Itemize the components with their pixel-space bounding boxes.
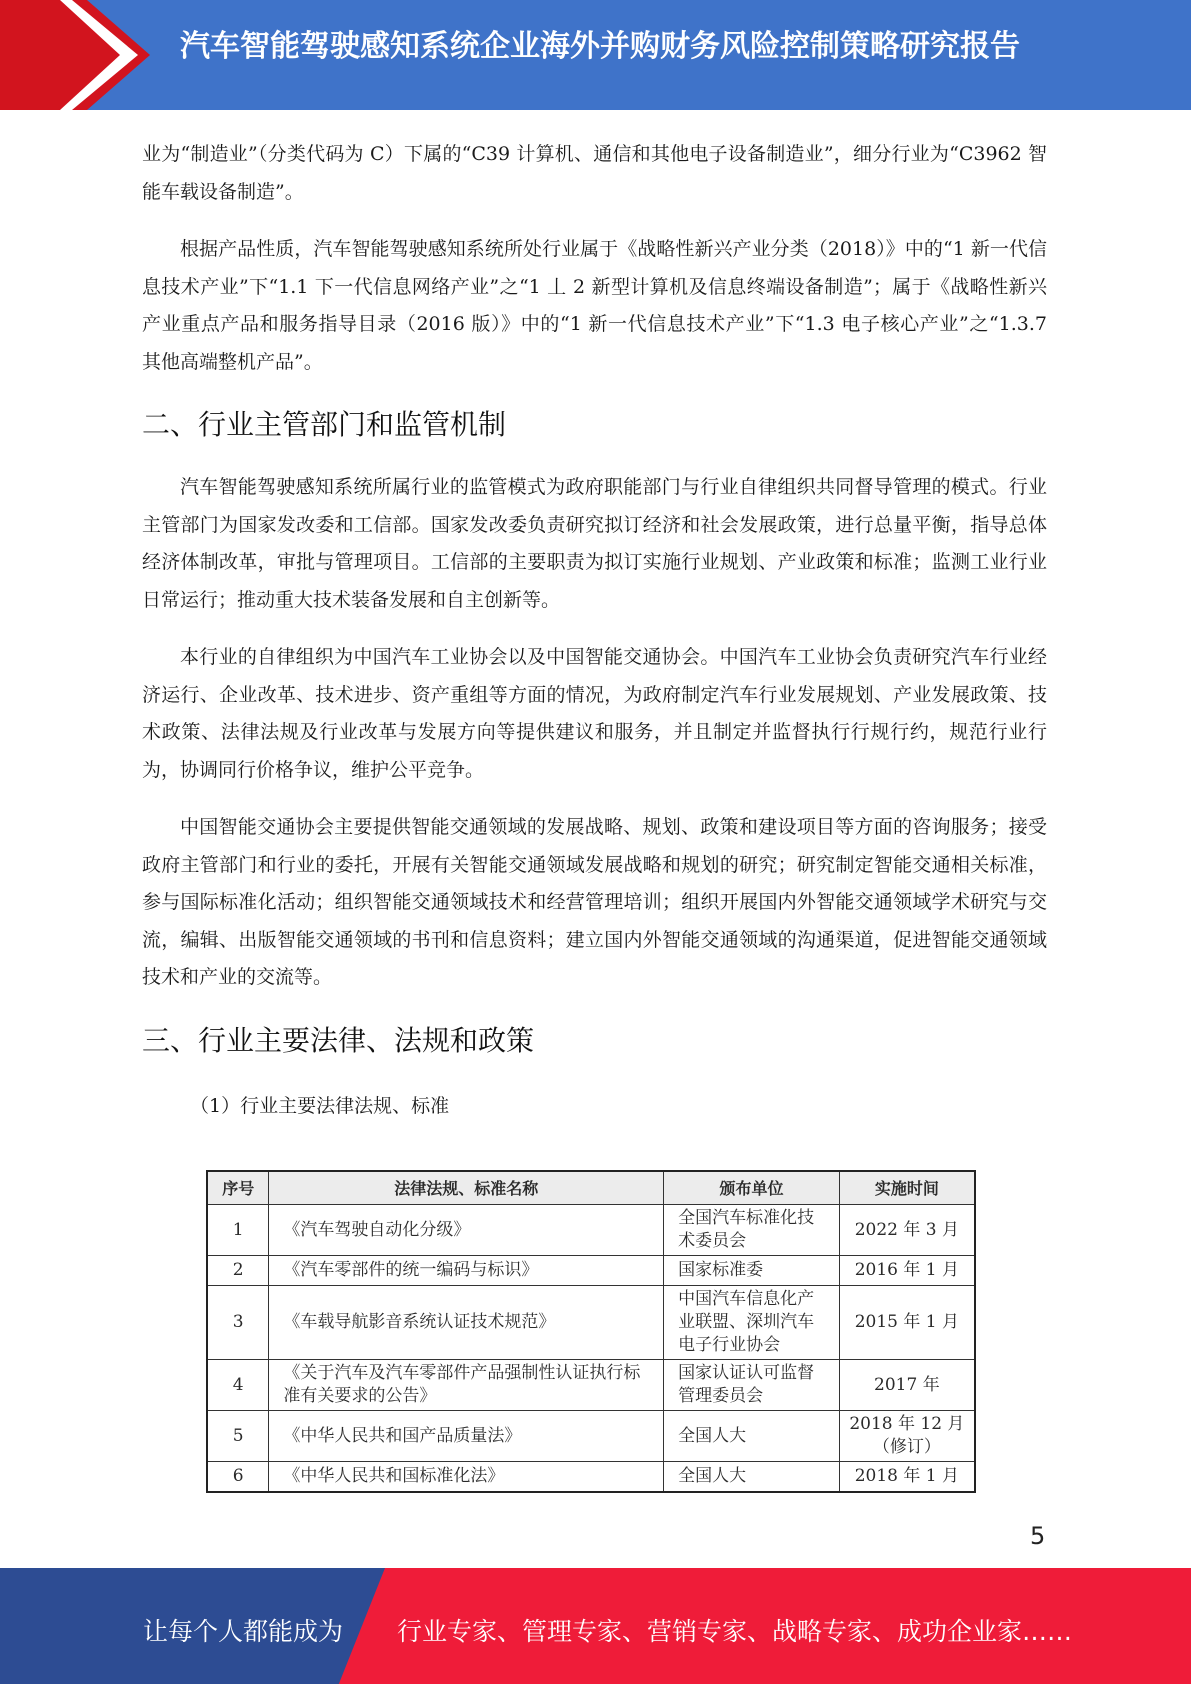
- main-content: [142, 136, 1047, 1121]
- section-3-heading: 三、行业主要法律、法规和政策: [142, 1023, 535, 1057]
- cell-name: 《中华人民共和国标准化法》: [269, 1462, 664, 1492]
- cell-date: 2017 年: [839, 1360, 975, 1411]
- cell-issuer: 全国汽车标准化技术委员会: [664, 1205, 840, 1256]
- table-row: [207, 1462, 975, 1492]
- table-row: [207, 1205, 975, 1256]
- cell-issuer: 全国人大: [664, 1462, 840, 1492]
- cell-no: 1: [207, 1205, 269, 1256]
- table-row: [207, 1411, 975, 1462]
- page-footer: [0, 1568, 1191, 1684]
- cell-name: 《关于汽车及汽车零部件产品强制性认证执行标准有关要求的公告》: [269, 1360, 664, 1411]
- cell-date: 2016 年 1 月: [839, 1256, 975, 1286]
- laws-standards-table: [206, 1170, 976, 1493]
- cell-name: 《车载导航影音系统认证技术规范》: [269, 1286, 664, 1360]
- table-row: [207, 1286, 975, 1360]
- cell-no: 3: [207, 1286, 269, 1360]
- table-header-row: [207, 1171, 975, 1205]
- table-row: [207, 1256, 975, 1286]
- col-header-name: 法律法规、标准名称: [269, 1171, 664, 1205]
- paragraph-self-regulatory-org: 本行业的自律组织为中国汽车工业协会以及中国智能交通协会。中国汽车工业协会负责研究汽车行业经济运行、企业改革、技术进步、资产重组等方面的情况，为政府制定汽车行业发展规划、产业发展政策、技术政策、法律法规及行业改革与发展方向等提供建议和服务，并且制定并监督执行行规行约，规范行业行为，协调同行价格争议，维护公平竞争。: [142, 646, 1047, 781]
- cell-date: 2015 年 1 月: [839, 1286, 975, 1360]
- cell-no: 6: [207, 1462, 269, 1492]
- cell-issuer: 国家标准委: [664, 1256, 840, 1286]
- cell-no: 4: [207, 1360, 269, 1411]
- cell-issuer: 国家认证认可监督管理委员会: [664, 1360, 840, 1411]
- paragraph-intro: 业为“制造业”（分类代码为 C）下属的“C39 计算机、通信和其他电子设备制造业”，细分行业为“C3962 智能车载设备制造”。: [142, 143, 1047, 203]
- cell-issuer: 中国汽车信息化产业联盟、深圳汽车电子行业协会: [664, 1286, 840, 1360]
- section-2-heading: 二、行业主管部门和监管机制: [142, 408, 507, 441]
- cell-name: 《汽车驾驶自动化分级》: [269, 1205, 664, 1256]
- paragraph-product-nature: 根据产品性质，汽车智能驾驶感知系统所处行业属于《战略性新兴产业分类（2018）》中的“1 新一代信息技术产业”下“1.1 下一代信息网络产业”之“1 丄 2 新型计算机及信息终端设备制造”；属于《战略性新兴产业重点产品和服务指导目录（2016 版）》中的“1 新一代信息技术产业”下“1.3 电子核心产业”之“1.3.7 其他高端整机产品”。: [142, 238, 1047, 373]
- cell-issuer: 全国人大: [664, 1411, 840, 1462]
- subheading-laws-standards: （1）行业主要法律法规、标准: [190, 1094, 450, 1117]
- col-header-no: 序号: [207, 1171, 269, 1205]
- cell-no: 5: [207, 1411, 269, 1462]
- col-header-issuer: 颁布单位: [664, 1171, 840, 1205]
- cell-no: 2: [207, 1256, 269, 1286]
- table-row: [207, 1360, 975, 1411]
- cell-date: 2018 年 1 月: [839, 1462, 975, 1492]
- page-number: 5: [1030, 1522, 1046, 1550]
- footer-slogan-left: 让每个人都能成为: [143, 1617, 344, 1646]
- col-header-date: 实施时间: [839, 1171, 975, 1205]
- cell-name: 《汽车零部件的统一编码与标识》: [269, 1256, 664, 1286]
- paragraph-its-association: 中国智能交通协会主要提供智能交通领域的发展战略、规划、政策和建设项目等方面的咨询服务；接受政府主管部门和行业的委托，开展有关智能交通领域发展战略和规划的研究；研究制定智能交通相关标准，参与国际标准化活动；组织智能交通领域技术和经营管理培训；组织开展国内外智能交通领域学术研究与交流，编辑、出版智能交通领域的书刊和信息资料；建立国内外智能交通领域的沟通渠道，促进智能交通领域技术和产业的交流等。: [142, 816, 1047, 988]
- paragraph-regulation-model: 汽车智能驾驶感知系统所属行业的监管模式为政府职能部门与行业自律组织共同督导管理的模式。行业主管部门为国家发改委和工信部。国家发改委负责研究拟订经济和社会发展政策，进行总量平衡，指导总体经济体制改革，审批与管理项目。工信部的主要职责为拟订实施行业规划、产业政策和标准；监测工业行业日常运行；推动重大技术装备发展和自主创新等。: [142, 476, 1047, 611]
- cell-date: 2018 年 12 月（修订）: [839, 1411, 975, 1462]
- cell-name: 《中华人民共和国产品质量法》: [269, 1411, 664, 1462]
- cell-date: 2022 年 3 月: [839, 1205, 975, 1256]
- report-title: 汽车智能驾驶感知系统企业海外并购财务风险控制策略研究报告: [180, 29, 1020, 64]
- page-header: [0, 0, 1191, 110]
- footer-slogan-right: 行业专家、管理专家、营销专家、战略专家、成功企业家……: [397, 1617, 1073, 1646]
